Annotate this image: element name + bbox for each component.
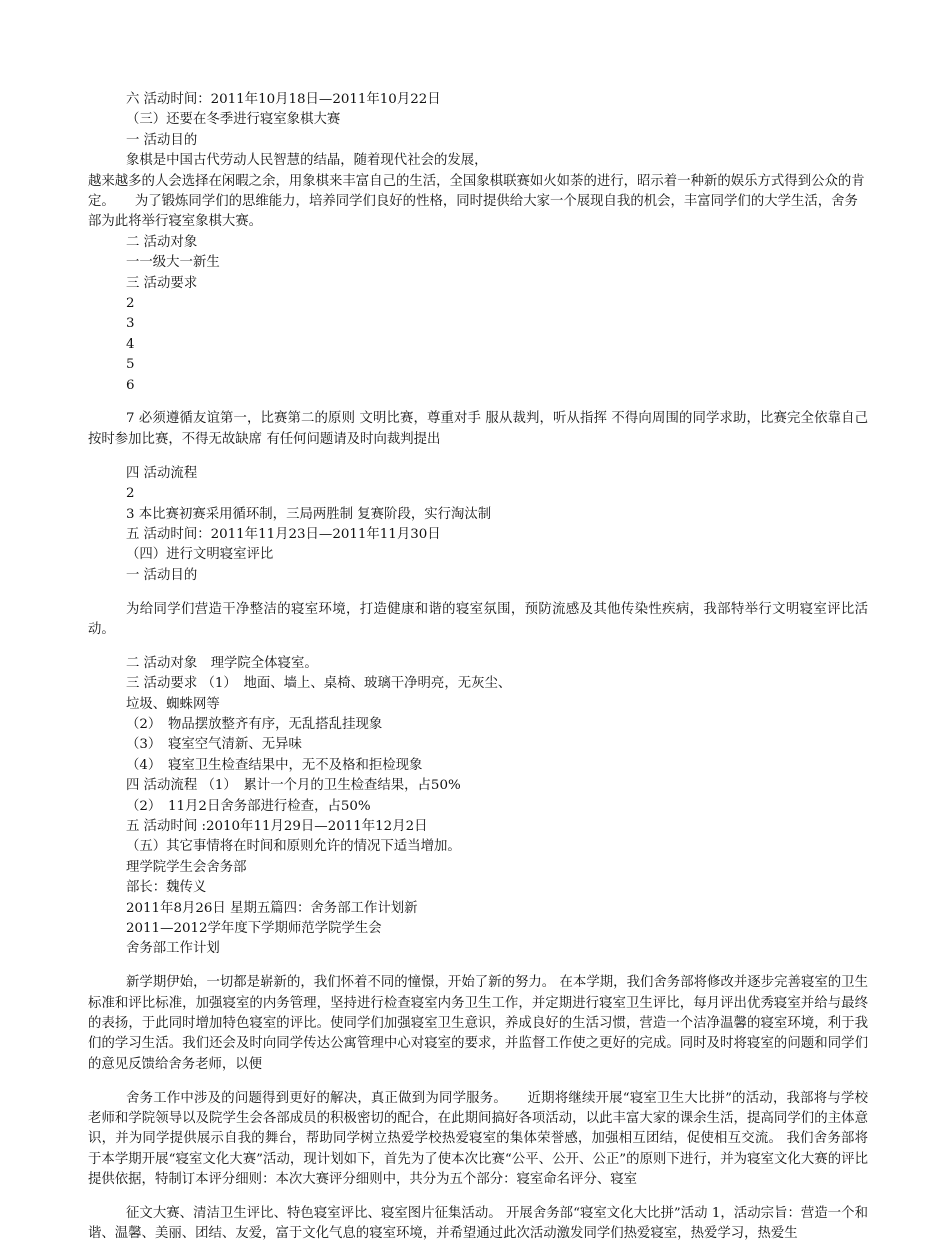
text-line: 3 xyxy=(126,316,135,332)
text-line: 2011—2012学年度下学期师范学院学生会 xyxy=(126,921,382,936)
text-line: （2） 物品摆放整齐有序，无乱搭乱挂现象 xyxy=(126,716,383,732)
text-line: 2011年8月26日 星期五篇四：舍务部工作计划新 xyxy=(126,900,418,916)
paragraph: 舍务工作中涉及的问题得到更好的解决，真正做到为同学服务。 近期将继续开展“寝室卫生大比拼”的活动，我部将与学校老师和学院领导以及院学生会各部成员的积极密切的配合，在此期间搞好各项活动，以此丰富大家的课余生活，提高同学们的主体意识，并为同学提供展示自我的舞台，帮助同学树立热爱学校热爱寝室的集体荣誉感，加强相互团结，促使相互交流。 我们舍务部将于本学期开展“寝室文化大赛”活动，现计划如下，首先为了使本次比赛“公平、公开、公正”的原则下进行，并为寝室文化大赛的评比提供依据，特制订本评分细则：本次大赛评分细则中，共分为五个部分：寝室命名评分、寝室 xyxy=(88,1090,868,1188)
text-line: 6 xyxy=(126,377,135,393)
text-line: 五 活动时间 :2010年11月29日—2011年12月2日 xyxy=(126,818,428,834)
text-line: （4） 寝室卫生检查结果中，无不及格和拒检现象 xyxy=(126,757,423,773)
text-line: 六 活动时间：2011年10月18日—2011年10月22日 xyxy=(126,92,441,107)
text-line: （四）进行文明寝室评比 xyxy=(126,547,274,563)
paragraph: 为给同学们营造干净整洁的寝室环境，打造健康和谐的寝室氛围，预防流感及其他传染性疾病，我部特举行文明寝室评比活动。 xyxy=(88,601,868,637)
text-line: 象棋是中国古代劳动人民智慧的结晶，随着现代社会的发展， xyxy=(126,153,488,169)
text-line: 二 活动对象 xyxy=(126,234,198,250)
text-line: 5 xyxy=(126,357,135,373)
text-line: 四 活动流程 xyxy=(126,465,198,481)
paragraph: 越来越多的人会选择在闲暇之余，用象棋来丰富自己的生活，全国象棋联赛如火如荼的进行，昭示着一种新的娱乐方式得到公众的肯定。 为了锻炼同学们的思维能力，培养同学们良好的性格，同时提供给大家一个展现自我的机会，丰富同学们的大学生活，舍务部为此将举行寝室象棋大赛。 xyxy=(88,173,865,230)
text-line: 2 xyxy=(126,296,135,312)
text-line: （三）还要在冬季进行寝室象棋大赛 xyxy=(126,112,341,128)
text-line: 一一级大一新生 xyxy=(126,255,220,271)
text-line: 一 活动目的 xyxy=(126,567,198,583)
text-line: 垃圾、蜘蛛网等 xyxy=(126,696,220,712)
text-line: 部长：魏传义 xyxy=(126,880,207,896)
text-line: （五）其它事情将在时间和原则允许的情况下适当增加。 xyxy=(126,839,461,855)
text-line: 2 xyxy=(126,486,135,502)
document-body xyxy=(88,90,868,1258)
text-line: （2） 11月2日舍务部进行检查，占50% xyxy=(126,798,371,814)
text-line: 五 活动时间：2011年11月23日—2011年11月30日 xyxy=(126,526,441,542)
text-line: 三 活动要求 （1） 地面、墙上、桌椅、玻璃干净明亮，无灰尘、 xyxy=(126,676,512,692)
paragraph: 7 必须遵循友谊第一，比赛第二的原则 文明比赛，尊重对手 服从裁判，听从指挥 不得向周围的同学求助，比赛完全依靠自己 按时参加比赛，不得无故缺席 有任何问题请及时向裁判提出 xyxy=(88,411,868,447)
paragraph: 新学期伊始，一切都是崭新的，我们怀着不同的憧憬，开始了新的努力。 在本学期，我们舍务部将修改并逐步完善寝室的卫生标准和评比标准，加强寝室的内务管理，坚持进行检查寝室内务卫生工作，并定期进行寝室卫生评比，每月评出优秀寝室并给与最终的表扬，于此同时增加特色寝室的评比。使同学们加强寝室卫生意识，养成良好的生活习惯，营造一个洁净温馨的寝室环境，利于我们的学习生活。我们还会及时向同学传达公寓管理中心对寝室的要求，并监督工作使之更好的完成。同时及时将寝室的问题和同学们的意见反馈给舍务老师，以便 xyxy=(88,975,868,1072)
text-line: 理学院学生会舍务部 xyxy=(126,859,247,875)
text-line: （3） 寝室空气清新、无异味 xyxy=(126,737,302,753)
text-line: 4 xyxy=(126,336,135,352)
text-line: 二 活动对象 理学院全体寝室。 xyxy=(126,655,318,671)
paragraph: 征文大赛、清洁卫生评比、特色寝室评比、寝室图片征集活动。 开展舍务部“寝室文化大比拼”活动 1，活动宗旨：营造一个和谐、温馨、美丽、团结、友爱，富于文化气息的寝室环境，并希望通过此次活动激发同学们热爱寝室，热爱学习，热爱生 xyxy=(88,1206,868,1242)
text-line: 一 活动目的 xyxy=(126,132,198,148)
text-line: 3 本比赛初赛采用循环制，三局两胜制 复赛阶段，实行淘汰制 xyxy=(126,506,492,522)
text-line: 四 活动流程 （1） 累计一个月的卫生检查结果，占50% xyxy=(126,778,461,794)
text-line: 舍务部工作计划 xyxy=(126,941,220,957)
text-line: 三 活动要求 xyxy=(126,275,198,291)
